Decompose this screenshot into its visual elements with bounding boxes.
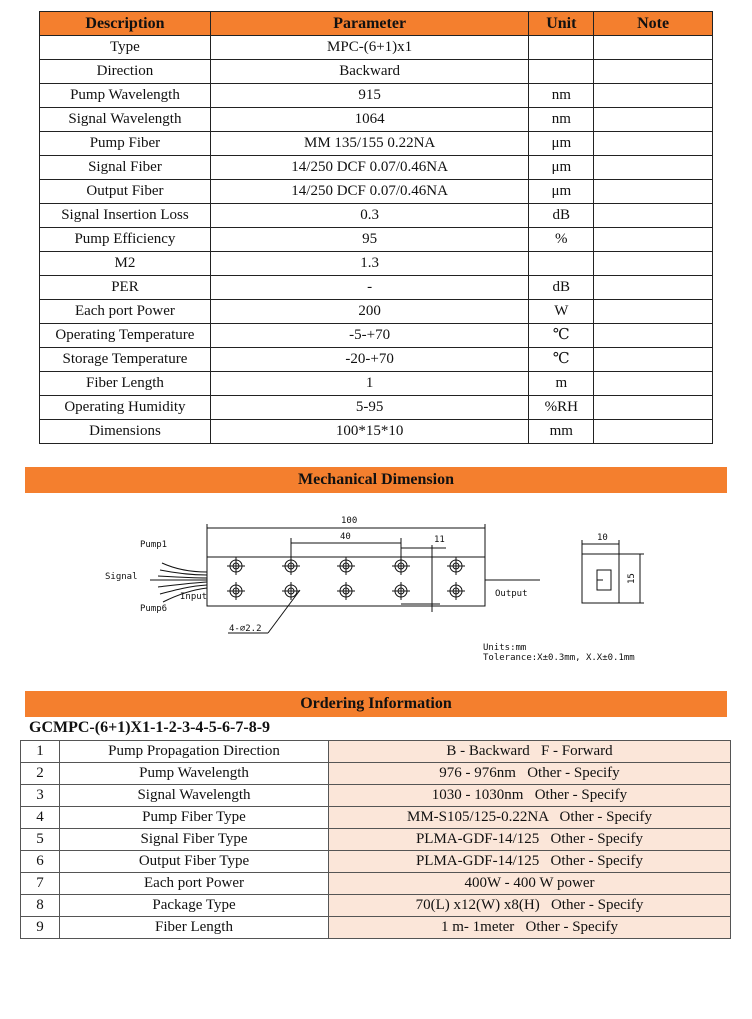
- input-label: Input: [180, 592, 208, 602]
- spec-row: [40, 180, 713, 204]
- side-view-outline: [582, 554, 619, 603]
- spec-note-cell: [594, 60, 713, 84]
- spec-parameter-cell: 95: [210, 228, 528, 252]
- mounting-hole: [392, 582, 410, 600]
- spec-note-cell: [594, 132, 713, 156]
- spec-unit-cell: ℃: [529, 324, 594, 348]
- mounting-hole: [227, 557, 245, 575]
- dim-length-label: 100: [341, 516, 358, 526]
- spec-parameter-cell: 14/250 DCF 0.07/0.46NA: [210, 156, 528, 180]
- spec-row: [40, 36, 713, 60]
- ordering-row: [21, 785, 731, 807]
- fiber-line: [158, 576, 207, 578]
- spec-description-cell: Output Fiber: [40, 180, 211, 204]
- side-height-label: 15: [627, 573, 637, 584]
- spec-description-cell: Operating Humidity: [40, 396, 211, 420]
- spec-description-cell: Pump Fiber: [40, 132, 211, 156]
- ordering-number-cell: 8: [21, 895, 60, 917]
- spec-description-cell: Storage Temperature: [40, 348, 211, 372]
- spec-description-cell: Dimensions: [40, 420, 211, 444]
- ordering-value-cell: 400W - 400 W power: [329, 873, 731, 895]
- spec-unit-cell: dB: [529, 276, 594, 300]
- spec-description-cell: Operating Temperature: [40, 324, 211, 348]
- spec-description-cell: Fiber Length: [40, 372, 211, 396]
- spec-description-cell: Pump Efficiency: [40, 228, 211, 252]
- spec-parameter-cell: MM 135/155 0.22NA: [210, 132, 528, 156]
- spec-note-cell: [594, 228, 713, 252]
- ordering-value-cell: 1 m- 1meter Other - Specify: [329, 917, 731, 939]
- spec-row: [40, 132, 713, 156]
- mounting-hole: [392, 557, 410, 575]
- ordering-row: [21, 741, 731, 763]
- spec-unit-cell: nm: [529, 108, 594, 132]
- spec-parameter-cell: Backward: [210, 60, 528, 84]
- mounting-hole: [282, 557, 300, 575]
- signal-label: Signal: [105, 572, 138, 582]
- spec-unit-cell: %: [529, 228, 594, 252]
- ordering-number-cell: 3: [21, 785, 60, 807]
- mounting-hole: [337, 557, 355, 575]
- spec-unit-cell: [529, 36, 594, 60]
- spec-unit-cell: ℃: [529, 348, 594, 372]
- mounting-hole: [337, 582, 355, 600]
- spec-row: [40, 324, 713, 348]
- ordering-field-cell: Signal Wavelength: [60, 785, 329, 807]
- ordering-number-cell: 5: [21, 829, 60, 851]
- spec-row: [40, 276, 713, 300]
- mechanical-drawing: [0, 500, 752, 680]
- spec-description-cell: Signal Fiber: [40, 156, 211, 180]
- spec-row: [40, 156, 713, 180]
- ordering-field-cell: Pump Fiber Type: [60, 807, 329, 829]
- fiber-line: [160, 570, 207, 575]
- header-description: Description: [40, 12, 211, 36]
- ordering-row: [21, 873, 731, 895]
- spec-unit-cell: μm: [529, 132, 594, 156]
- spec-note-cell: [594, 156, 713, 180]
- spec-row: [40, 372, 713, 396]
- side-width-label: 10: [597, 533, 608, 543]
- pump6-label: Pump6: [140, 604, 168, 614]
- spec-row: [40, 84, 713, 108]
- spec-parameter-cell: -: [210, 276, 528, 300]
- ordering-row: [21, 807, 731, 829]
- ordering-row: [21, 763, 731, 785]
- spec-parameter-cell: 100*15*10: [210, 420, 528, 444]
- spec-parameter-cell: MPC-(6+1)x1: [210, 36, 528, 60]
- spec-unit-cell: [529, 60, 594, 84]
- mounting-hole: [227, 582, 245, 600]
- spec-parameter-cell: 915: [210, 84, 528, 108]
- ordering-field-cell: Signal Fiber Type: [60, 829, 329, 851]
- spec-note-cell: [594, 180, 713, 204]
- spec-parameter-cell: 200: [210, 300, 528, 324]
- spec-row: [40, 300, 713, 324]
- ordering-value-cell: PLMA-GDF-14/125 Other - Specify: [329, 851, 731, 873]
- spec-note-cell: [594, 348, 713, 372]
- spec-note-cell: [594, 36, 713, 60]
- spec-description-cell: PER: [40, 276, 211, 300]
- ordering-table: [20, 740, 731, 939]
- spec-parameter-cell: 1064: [210, 108, 528, 132]
- spec-note-cell: [594, 396, 713, 420]
- spec-parameter-cell: 1: [210, 372, 528, 396]
- spec-note-cell: [594, 372, 713, 396]
- specification-table: [39, 11, 713, 444]
- spec-row: [40, 108, 713, 132]
- output-label: Output: [495, 589, 528, 599]
- spec-unit-cell: mm: [529, 420, 594, 444]
- ordering-number-cell: 6: [21, 851, 60, 873]
- spec-description-cell: Each port Power: [40, 300, 211, 324]
- pump1-label: Pump1: [140, 540, 168, 550]
- ordering-number-cell: 9: [21, 917, 60, 939]
- spec-description-cell: Pump Wavelength: [40, 84, 211, 108]
- ordering-value-cell: B - Backward F - Forward: [329, 741, 731, 763]
- spec-note-cell: [594, 84, 713, 108]
- spec-note-cell: [594, 300, 713, 324]
- dim-edge-label: 11: [434, 535, 445, 545]
- ordering-number-cell: 2: [21, 763, 60, 785]
- ordering-field-cell: Each port Power: [60, 873, 329, 895]
- spec-unit-cell: W: [529, 300, 594, 324]
- spec-description-cell: M2: [40, 252, 211, 276]
- spec-unit-cell: %RH: [529, 396, 594, 420]
- ordering-field-cell: Output Fiber Type: [60, 851, 329, 873]
- spec-unit-cell: μm: [529, 180, 594, 204]
- spec-description-cell: Signal Insertion Loss: [40, 204, 211, 228]
- ordering-field-cell: Package Type: [60, 895, 329, 917]
- spec-note-cell: [594, 108, 713, 132]
- spec-parameter-cell: 5-95: [210, 396, 528, 420]
- spec-row: [40, 204, 713, 228]
- spec-description-cell: Type: [40, 36, 211, 60]
- spec-parameter-cell: -5-+70: [210, 324, 528, 348]
- ordering-row: [21, 895, 731, 917]
- fiber-line: [158, 582, 207, 587]
- ordering-number-cell: 7: [21, 873, 60, 895]
- spec-parameter-cell: -20-+70: [210, 348, 528, 372]
- holes-label: 4-⌀2.2: [229, 624, 262, 634]
- mounting-hole: [447, 557, 465, 575]
- ordering-row: [21, 917, 731, 939]
- tolerance-label: Tolerance:X±0.3mm, X.X±0.1mm: [483, 653, 635, 663]
- ordering-field-cell: Pump Propagation Direction: [60, 741, 329, 763]
- spec-note-cell: [594, 324, 713, 348]
- spec-note-cell: [594, 276, 713, 300]
- spec-row: [40, 252, 713, 276]
- spec-parameter-cell: 14/250 DCF 0.07/0.46NA: [210, 180, 528, 204]
- ordering-value-cell: MM-S105/125-0.22NA Other - Specify: [329, 807, 731, 829]
- ordering-value-cell: 70(L) x12(W) x8(H) Other - Specify: [329, 895, 731, 917]
- ordering-code: GCMPC-(6+1)X1-1-2-3-4-5-6-7-8-9: [29, 719, 271, 736]
- spec-note-cell: [594, 204, 713, 228]
- ordering-value-cell: 1030 - 1030nm Other - Specify: [329, 785, 731, 807]
- ordering-value-cell: PLMA-GDF-14/125 Other - Specify: [329, 829, 731, 851]
- ordering-number-cell: 4: [21, 807, 60, 829]
- mounting-hole: [282, 582, 300, 600]
- spec-row: [40, 348, 713, 372]
- ordering-row: [21, 851, 731, 873]
- spec-parameter-cell: 1.3: [210, 252, 528, 276]
- fiber-line: [162, 563, 207, 572]
- spec-unit-cell: m: [529, 372, 594, 396]
- header-unit: Unit: [529, 12, 594, 36]
- spec-row: [40, 420, 713, 444]
- ordering-number-cell: 1: [21, 741, 60, 763]
- dim-pitch-label: 40: [340, 532, 351, 542]
- spec-note-cell: [594, 420, 713, 444]
- spec-header-row: [40, 12, 713, 36]
- units-label: Units:mm: [483, 643, 527, 653]
- ordering-row: [21, 829, 731, 851]
- spec-note-cell: [594, 252, 713, 276]
- spec-unit-cell: dB: [529, 204, 594, 228]
- spec-row: [40, 396, 713, 420]
- spec-unit-cell: μm: [529, 156, 594, 180]
- spec-unit-cell: [529, 252, 594, 276]
- spec-row: [40, 60, 713, 84]
- header-parameter: Parameter: [210, 12, 528, 36]
- ordering-value-cell: 976 - 976nm Other - Specify: [329, 763, 731, 785]
- spec-description-cell: Direction: [40, 60, 211, 84]
- spec-description-cell: Signal Wavelength: [40, 108, 211, 132]
- spec-parameter-cell: 0.3: [210, 204, 528, 228]
- ordering-field-cell: Fiber Length: [60, 917, 329, 939]
- mechanical-dimension-title: Mechanical Dimension: [25, 467, 727, 493]
- ordering-information-title: Ordering Information: [25, 691, 727, 717]
- ordering-field-cell: Pump Wavelength: [60, 763, 329, 785]
- spec-unit-cell: nm: [529, 84, 594, 108]
- mounting-hole: [447, 582, 465, 600]
- header-note: Note: [594, 12, 713, 36]
- spec-row: [40, 228, 713, 252]
